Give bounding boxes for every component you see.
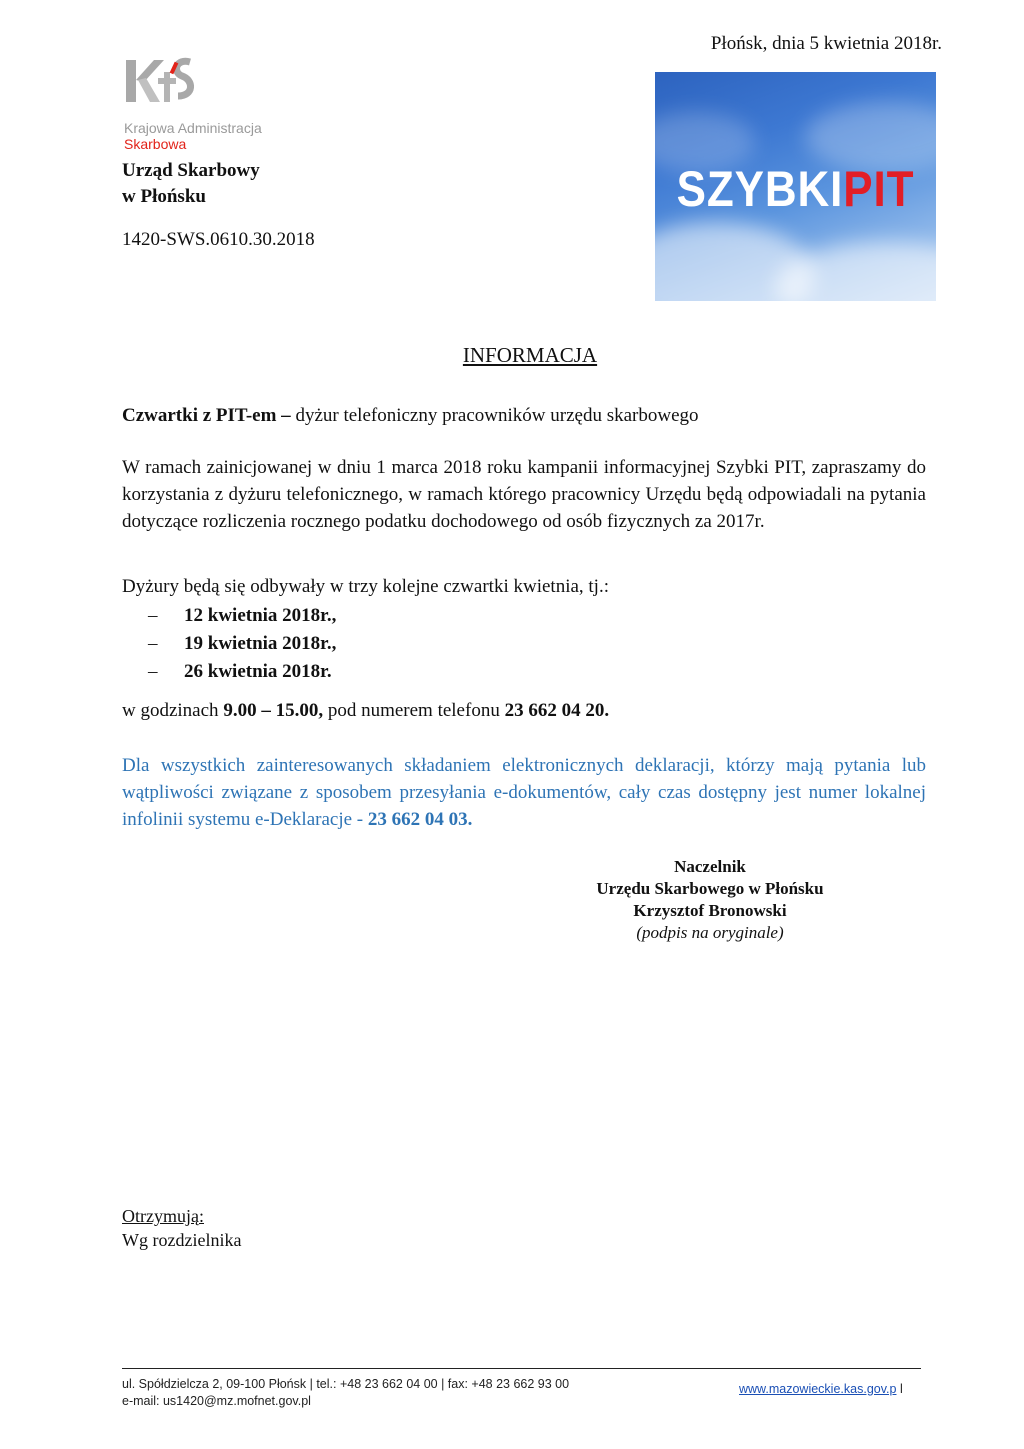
website-suffix: l (896, 1382, 903, 1396)
list-dash: – (148, 605, 158, 626)
signature-block (520, 856, 900, 944)
date-value: 12 kwietnia 2018r., (184, 605, 337, 626)
szybki-pit-logo (672, 160, 919, 218)
szybki-pit-banner (655, 72, 936, 301)
paragraph-edeklaracje (122, 752, 926, 833)
office-name (122, 158, 260, 210)
footer-email: e-mail: us1420@mz.mofnet.gov.pl (122, 1394, 311, 1408)
list-item (148, 633, 336, 655)
footer-website (739, 1382, 903, 1396)
paragraph-campaign: W ramach zainicjowanej w dniu 1 marca 2018 roku kampanii informacyjnej Szybki PIT, zapraszamy do korzystania z dyżuru telefonicznego, w ramach którego pracownicy Urzędu będą odpowiadali na pytania dotyczące rozliczenia rocznego podatku dochodowego od osób fizycznych za 2017r. (122, 457, 926, 532)
kas-logo-icon (124, 56, 199, 106)
footer-address-line1: ul. Spółdzielcza 2, 09-100 Płońsk | tel.: +48 23 662 04 00 | fax: +48 23 662 93 00 (122, 1377, 570, 1391)
szybki-text: SZYBKI (676, 161, 844, 217)
subject-line (122, 405, 699, 427)
hours-pre: w godzinach (122, 700, 224, 721)
recipients-value: Wg rozdzielnika (122, 1230, 242, 1250)
kas-logo (122, 56, 302, 156)
hours-mid: pod numerem telefonu (323, 700, 505, 721)
signature-note: (podpis na oryginale) (636, 923, 784, 942)
recipients (122, 1204, 241, 1252)
edeklaracje-text: Dla wszystkich zainteresowanych składaniem elektronicznych deklaracji, którzy mają pytania lub wątpliwości związane z sposobem przesyłania e-dokumentów, cały czas dostępny jest numer lokalnej infolinii systemu e-Deklaracje - (122, 755, 926, 830)
kas-name-line2: Skarbowa (124, 136, 187, 152)
list-item (148, 661, 332, 683)
place-date: Płońsk, dnia 5 kwietnia 2018r. (710, 33, 942, 54)
subject-rest: dyżur telefoniczny pracowników urzędu skarbowego (290, 405, 699, 426)
recipients-title: Otrzymują: (122, 1206, 204, 1226)
footer-address (122, 1376, 569, 1410)
office-line1: Urząd Skarbowy (122, 160, 260, 181)
list-dash: – (148, 633, 158, 654)
hours-value: 9.00 – 15.00, (223, 700, 324, 721)
signature-title: Naczelnik (674, 857, 746, 876)
office-line2: w Płońsku (122, 186, 206, 207)
date-value: 19 kwietnia 2018r., (184, 633, 337, 654)
website-link[interactable]: www.mazowieckie.kas.gov.p (739, 1382, 897, 1396)
hours-line (122, 700, 609, 722)
signature-office: Urzędu Skarbowego w Płońsku (596, 879, 824, 898)
date-value: 26 kwietnia 2018r. (184, 661, 332, 682)
kas-name-line1: Krajowa Administracja (124, 120, 262, 136)
signature-name: Krzysztof Bronowski (633, 901, 787, 920)
document-heading: INFORMACJA (462, 343, 598, 367)
list-dash: – (148, 661, 158, 682)
list-item (148, 605, 336, 627)
infoline-number: 23 662 04 03. (367, 809, 473, 830)
subject-bold: Czwartki z PIT-em – (122, 405, 291, 426)
pit-text: PIT (843, 161, 915, 217)
footer-divider (122, 1368, 921, 1369)
dates-intro: Dyżury będą się odbywały w trzy kolejne czwartki kwietnia, tj.: (122, 576, 609, 597)
phone-number: 23 662 04 20. (504, 700, 610, 721)
reference-number: 1420-SWS.0610.30.2018 (122, 229, 315, 250)
